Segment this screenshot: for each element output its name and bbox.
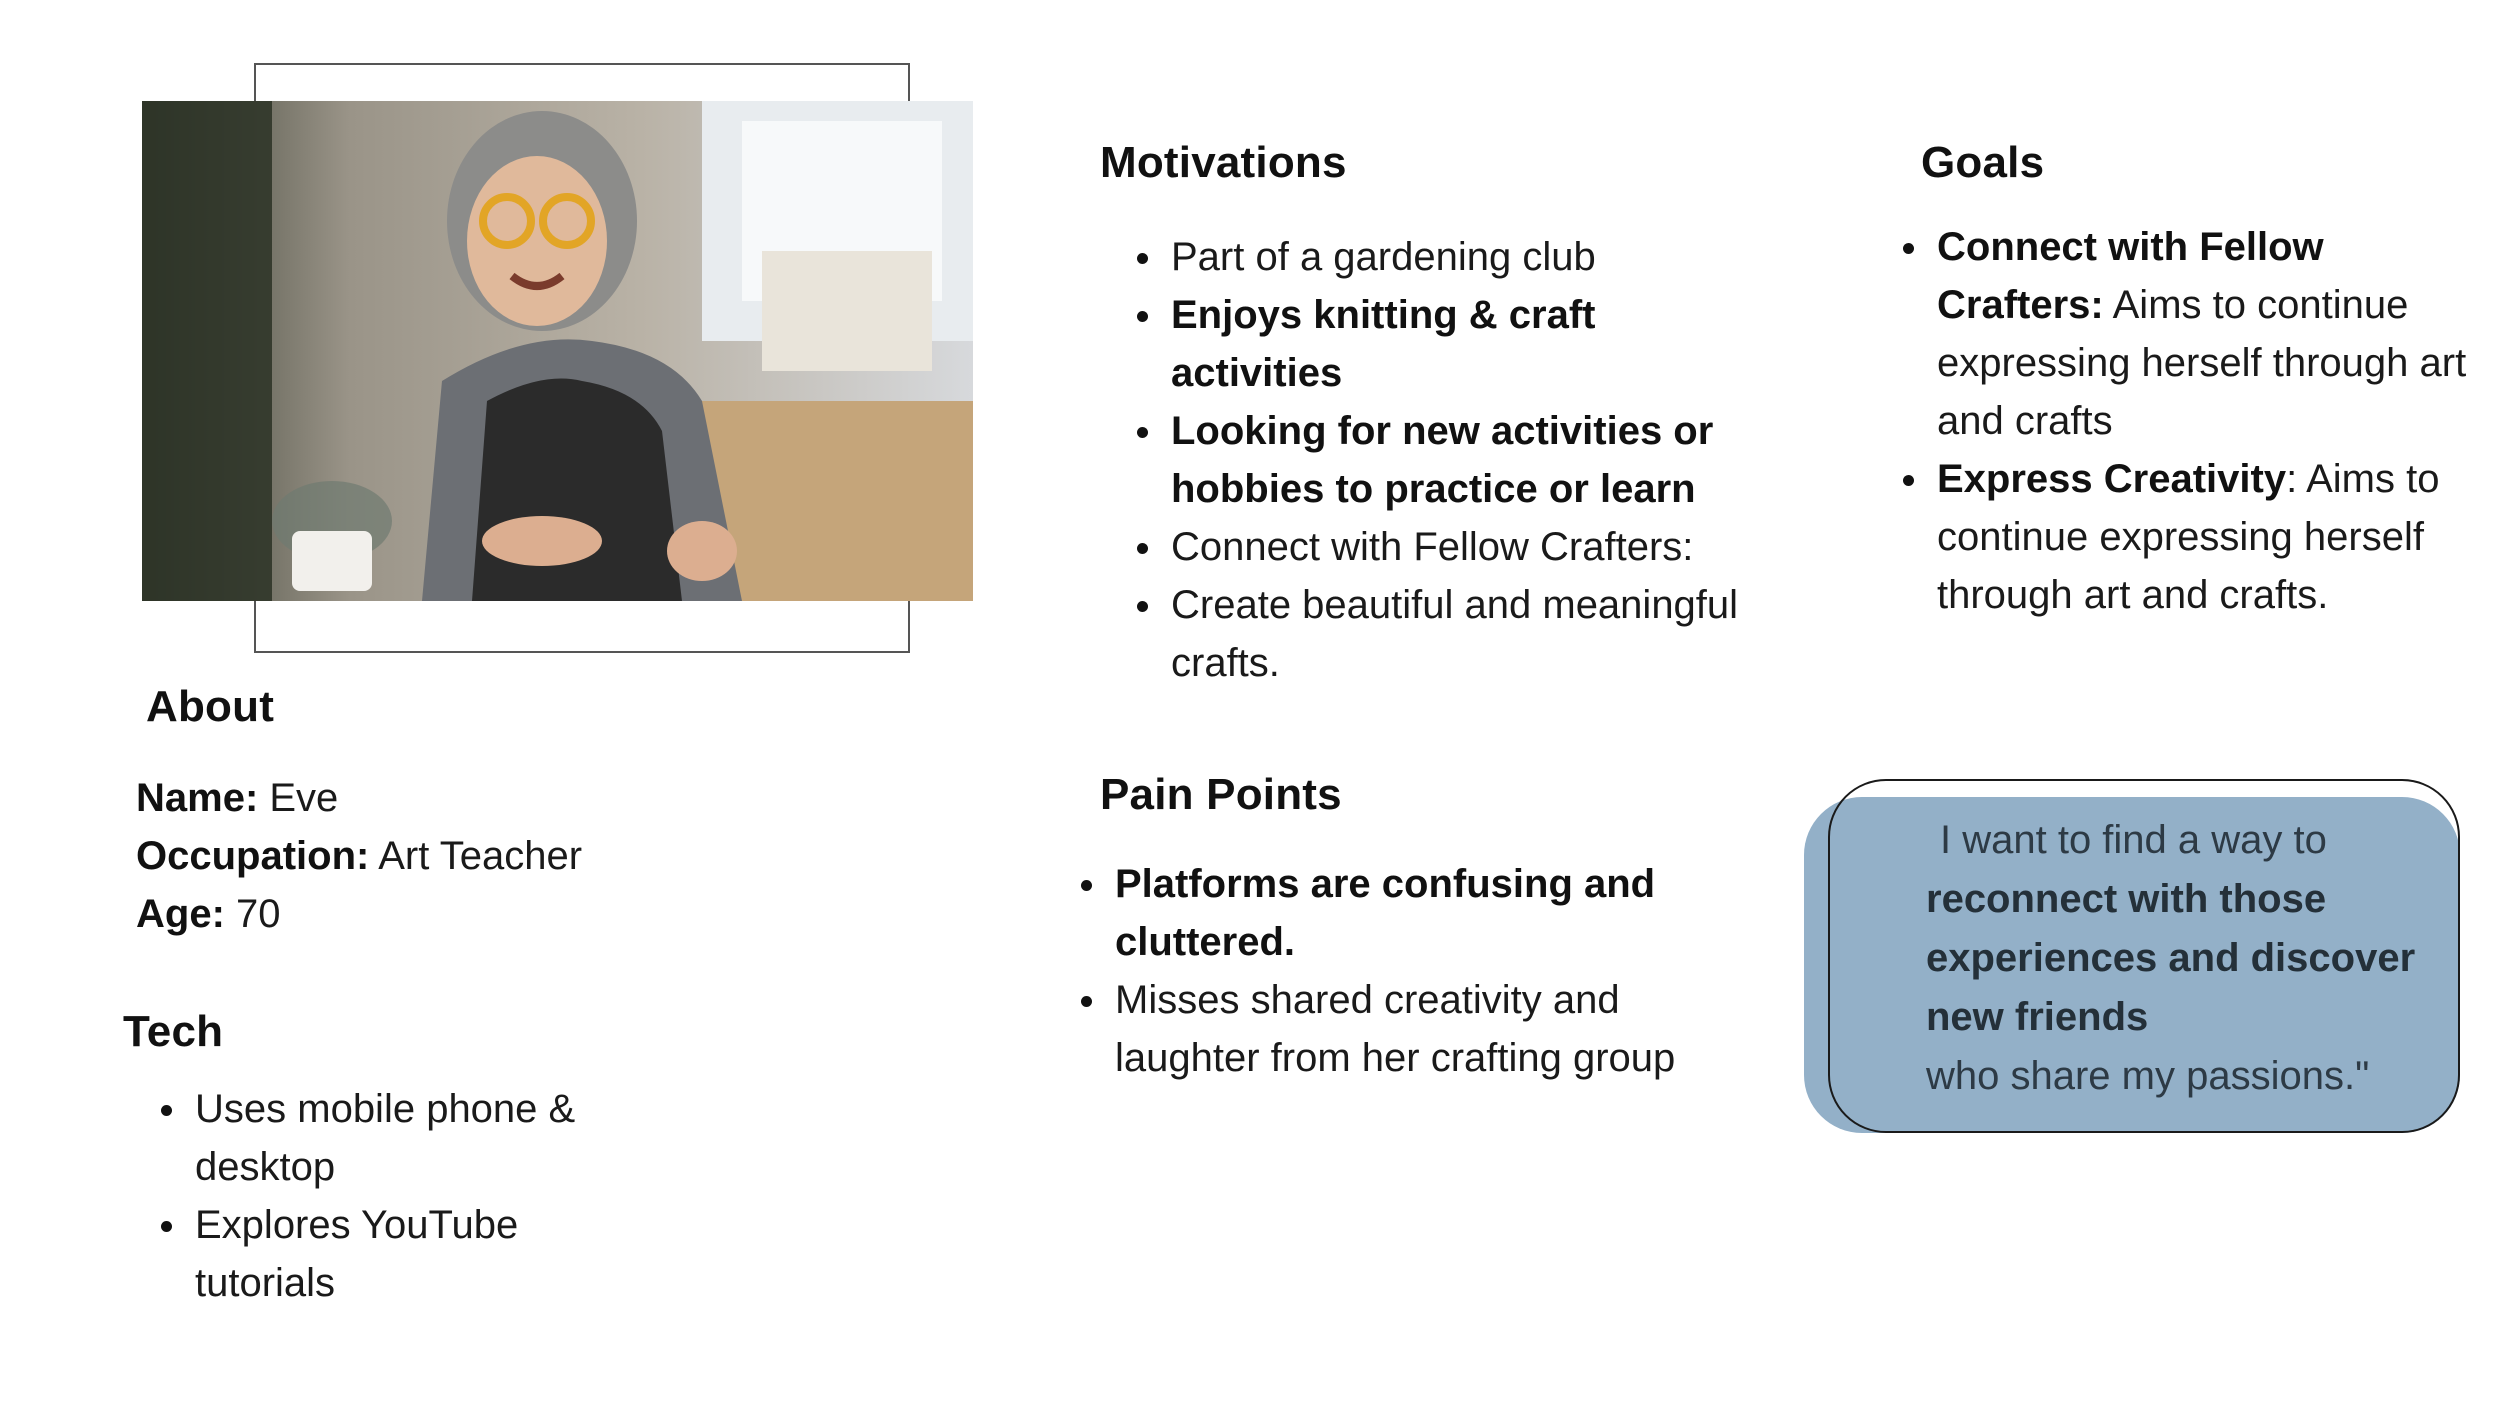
persona-quote — [1926, 811, 2446, 1106]
pain-point-item: Platforms are confusing and cluttered. — [1115, 855, 1725, 971]
motivations-list — [1171, 228, 1741, 692]
tech-item: Uses mobile phone & desktop — [195, 1080, 615, 1196]
occupation-value: Art Teacher — [369, 834, 583, 878]
about-occupation-row — [136, 827, 756, 885]
motivations-heading: Motivations — [1100, 138, 1347, 187]
age-label: Age: — [136, 892, 225, 936]
motivation-item: Looking for new activities or hobbies to practice or learn — [1171, 402, 1741, 518]
goals-heading: Goals — [1921, 138, 2045, 187]
motivation-item: Create beautiful and meaningful crafts. — [1171, 576, 1741, 692]
motivation-item: Part of a gardening club — [1171, 228, 1741, 286]
name-value: Eve — [258, 776, 339, 820]
tech-item: Explores YouTube tutorials — [195, 1196, 615, 1312]
about-age-row — [136, 885, 756, 943]
goal-item: Connect with Fellow Crafters: Aims to continue expressing herself through art and crafts — [1937, 218, 2477, 450]
motivation-item: Connect with Fellow Crafters: — [1171, 518, 1741, 576]
name-label: Name: — [136, 776, 259, 820]
pain-point-item: Misses shared creativity and laughter from her crafting group — [1115, 971, 1725, 1087]
goal-item: Express Creativity: Aims to continue expressing herself through art and crafts. — [1937, 450, 2477, 624]
about-heading: About — [146, 682, 275, 731]
tech-list — [195, 1080, 615, 1312]
quote-tail: who share my passions." — [1926, 1054, 2370, 1098]
about-details — [136, 769, 756, 943]
quote-lead: I want to find a way to — [1940, 818, 2327, 862]
pain-points-list — [1115, 855, 1725, 1087]
persona-photo-illustration — [142, 101, 973, 601]
occupation-label: Occupation: — [136, 834, 370, 878]
motivation-item: Enjoys knitting & craft activities — [1171, 286, 1741, 402]
tech-heading: Tech — [123, 1007, 224, 1056]
pain-points-heading: Pain Points — [1100, 770, 1342, 819]
age-value: 70 — [224, 892, 281, 936]
quote-emphasis: reconnect with those experiences and discover new friends — [1926, 877, 2416, 1039]
about-name-row — [136, 769, 756, 827]
persona-photo — [142, 101, 973, 601]
goals-list — [1937, 218, 2477, 624]
